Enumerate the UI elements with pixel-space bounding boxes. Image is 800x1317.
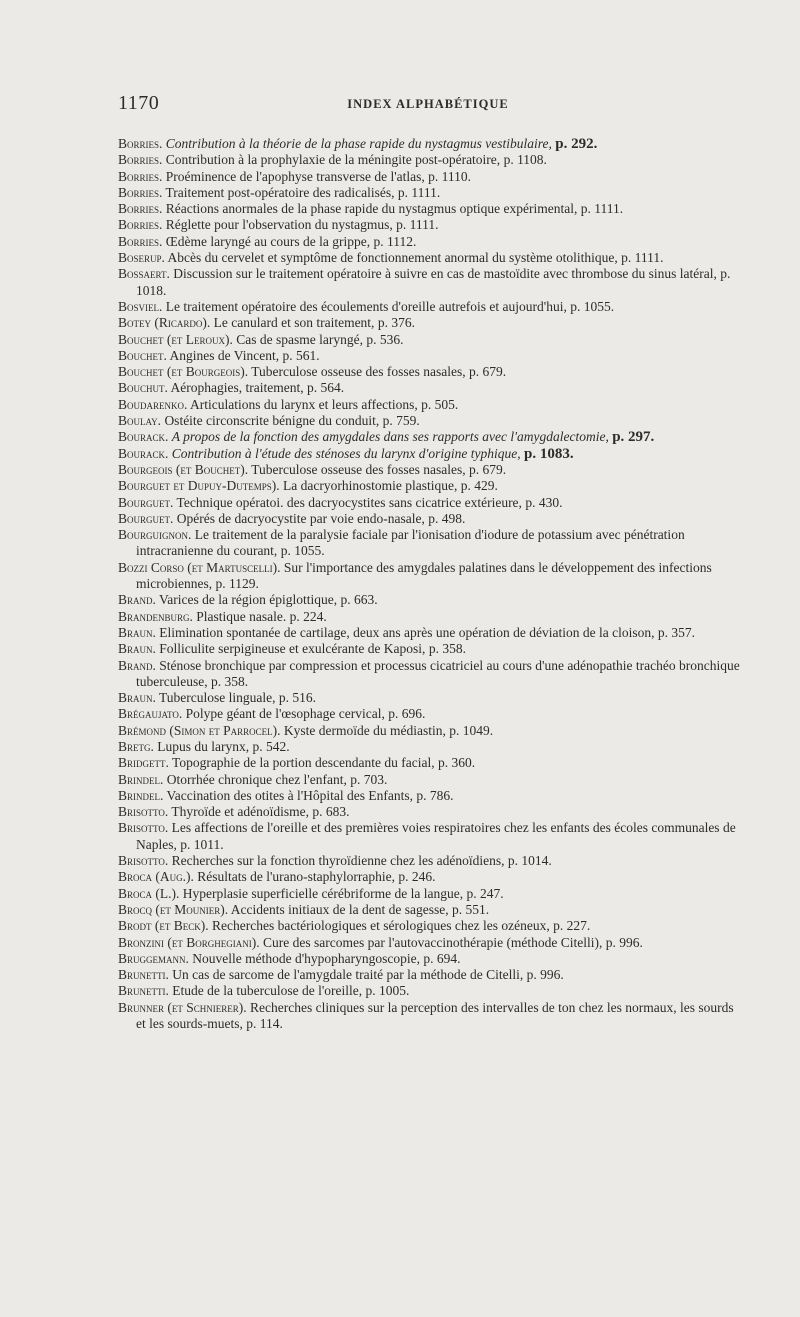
entry-author: Borries. xyxy=(118,168,163,184)
entry-title: Recherches bactériologiques et sérologiques chez les ozéneux, xyxy=(212,918,550,934)
index-entry xyxy=(118,201,742,217)
index-entry xyxy=(118,951,742,967)
entry-title: La dacryorhinostomie plastique, xyxy=(283,478,458,494)
entry-page-ref: p. 1083. xyxy=(524,445,574,462)
entry-author: Brunetti. xyxy=(118,983,169,999)
entry-author: Broca (Aug.). xyxy=(118,869,194,885)
entry-page-ref: p. 996. xyxy=(526,967,564,983)
index-entry xyxy=(118,853,742,869)
entry-author: Broca (L.). xyxy=(118,885,180,901)
index-entry xyxy=(118,625,742,641)
entry-title: Le canulard et son traitement, xyxy=(213,315,375,331)
entry-author: Brisotto. xyxy=(118,804,169,820)
index-entry xyxy=(118,136,742,152)
entry-page-ref: p. 551. xyxy=(451,901,490,917)
entry-title: Contribution à la théorie de la phase rapide du nystagmus vestibulaire, xyxy=(165,136,552,151)
page-number: 1170 xyxy=(118,92,160,114)
entry-title: Folliculite serpigineuse et exulcérante de Kaposi, xyxy=(159,641,426,657)
entry-title: Sténose bronchique par compression et processus cicatriciel au cours d'une adénopathie trachéo bronchique tuberculeuse, xyxy=(136,657,740,689)
entry-page-ref: p. 542. xyxy=(252,738,290,754)
index-entry xyxy=(118,804,742,820)
entry-page-ref: p. 694. xyxy=(423,950,461,966)
entry-page-ref: p. 1014. xyxy=(507,853,552,869)
entry-page-ref: p. 679. xyxy=(469,364,507,380)
index-entry xyxy=(118,690,742,706)
entry-title: Discussion sur le traitement opératoire à suivre en cas de mastoïdite avec thrombose du sinus latéral, xyxy=(173,266,717,282)
index-entry xyxy=(118,185,742,201)
entry-author: Bozzi Corso (et Martuscelli). xyxy=(118,559,281,575)
entry-author: Bosviel. xyxy=(118,298,163,314)
entry-title: Réglette pour l'observation du nystagmus, xyxy=(165,217,393,233)
entry-page-ref: p. 1110. xyxy=(428,168,472,184)
entry-author: Bouchut. xyxy=(118,380,168,396)
index-entry xyxy=(118,788,742,804)
entry-page-ref: p. 247. xyxy=(466,885,504,901)
entry-page-ref: p. 683. xyxy=(312,804,350,820)
entry-author: Bourgeois (et Bouchet). xyxy=(118,461,249,477)
entry-title: Traitement post-opératoire des radicalisés, xyxy=(165,184,395,200)
entry-page-ref: p. 1055. xyxy=(280,543,325,559)
entry-page-ref: p. 224. xyxy=(289,608,327,624)
entry-title: Otorrhée chronique chez l'enfant, xyxy=(166,771,347,787)
index-entry xyxy=(118,918,742,934)
index-entry xyxy=(118,332,742,348)
index-entry xyxy=(118,658,742,691)
entry-author: Bossaert. xyxy=(118,266,170,282)
entry-page-ref: p. 297. xyxy=(612,429,655,446)
entry-title: Etude de la tuberculose de l'oreille, xyxy=(172,983,363,999)
index-entry xyxy=(118,364,742,380)
index-entry xyxy=(118,348,742,364)
entry-author: Botey (Ricardo). xyxy=(118,315,211,331)
entry-page-ref: p. 1111. xyxy=(396,217,439,233)
entry-page-ref: p. 246. xyxy=(398,869,436,885)
entry-title: A propos de la fonction des amygdales dans ses rapports avec l'amygdalectomie, xyxy=(171,429,609,445)
entry-title: Thyroïde et adénoïdisme, xyxy=(171,804,309,820)
entry-author: Brand. xyxy=(118,592,156,608)
entry-page-ref: p. 358. xyxy=(210,673,249,689)
entry-title: Angines de Vincent, xyxy=(169,347,280,363)
entry-title: Réactions anormales de la phase rapide du nystagmus optique expérimental, xyxy=(165,201,578,217)
entry-author: Bouchet (et Bourgeois). xyxy=(118,364,249,380)
entry-title: Aérophagies, traitement, xyxy=(170,380,304,396)
entry-page-ref: p. 357. xyxy=(657,624,695,640)
entry-title: Vaccination des otites à l'Hôpital des Enfants, xyxy=(166,787,414,803)
entry-title: Technique opératoi. des dacryocystites sans cicatrice extérieure, xyxy=(176,494,522,510)
entry-author: Bruggemann. xyxy=(118,950,189,966)
index-entry xyxy=(118,820,742,853)
entry-author: Borries. xyxy=(118,152,163,168)
entry-page-ref: p. 1111. xyxy=(580,201,624,217)
entry-title: Ostéite circonscrite bénigne du conduit, xyxy=(164,413,380,429)
entry-page-ref: p. 1108. xyxy=(503,152,547,168)
entry-author: Brunetti. xyxy=(118,967,169,983)
entry-title: Recherches sur la fonction thyroïdienne chez les adénoïdiens, xyxy=(171,853,505,869)
index-entry xyxy=(118,397,742,413)
index-entry xyxy=(118,152,742,168)
entry-author: Brégaujato. xyxy=(118,706,183,722)
index-entry xyxy=(118,967,742,983)
entry-title: Abcès du cervelet et symptôme de fonctionnement anormal du système otolithique, xyxy=(167,250,618,266)
index-entry xyxy=(118,706,742,722)
entry-author: Bourack. xyxy=(118,445,169,461)
index-entry xyxy=(118,250,742,266)
index-entry xyxy=(118,609,742,625)
entry-author: Bourguignon. xyxy=(118,527,192,543)
index-entry xyxy=(118,315,742,331)
entry-title: Le traitement opératoire des écoulements d'oreille autrefois et aujourd'hui, xyxy=(165,298,567,314)
entry-page-ref: p. 360. xyxy=(437,755,476,771)
entry-author: Borries. xyxy=(118,217,163,233)
entry-author: Brindel. xyxy=(118,787,164,803)
entry-title: Plastique nasale. xyxy=(196,608,287,624)
index-entry xyxy=(118,886,742,902)
entry-title: Polype géant de l'œsophage cervical, xyxy=(185,706,385,722)
entry-page-ref: p. 430. xyxy=(525,494,563,510)
entry-title: Le traitement de la paralysie faciale par l'ionisation d'iodure de potassium avec pénétration intracranienne du courant, xyxy=(136,527,685,559)
entry-author: Bourack. xyxy=(118,429,169,445)
entry-author: Brisotto. xyxy=(118,820,169,836)
entry-title: Hyperplasie superficielle cérébriforme de la langue, xyxy=(182,885,464,901)
entry-title: Tuberculose osseuse des fosses nasales, xyxy=(251,364,466,380)
entry-page-ref: p. 1055. xyxy=(570,298,615,314)
index-entry xyxy=(118,217,742,233)
running-title: INDEX ALPHABÉTIQUE xyxy=(347,97,509,111)
entry-author: Borries. xyxy=(118,136,163,151)
entry-title: Résultats de l'urano-staphylorraphie, xyxy=(197,869,396,885)
entry-author: Borries. xyxy=(118,233,163,249)
entry-author: Brunner (et Schnierer). xyxy=(118,999,247,1015)
entry-author: Brandenburg. xyxy=(118,608,193,624)
index-entry xyxy=(118,739,742,755)
entry-title: Cure des sarcomes par l'autovaccinothérapie (méthode Citelli), xyxy=(262,934,603,950)
entry-title: Recherches cliniques sur la perception des intervalles de ton chez les normaux, les sourds et les sourds-muets, xyxy=(136,999,734,1032)
entry-author: Boulay. xyxy=(118,413,162,429)
entry-page-ref: p. 429. xyxy=(460,478,498,494)
entry-page-ref: p. 1049. xyxy=(449,722,494,738)
index-entry xyxy=(118,511,742,527)
entry-page-ref: p. 1111. xyxy=(621,250,664,266)
entry-author: Bretg. xyxy=(118,738,154,754)
entry-page-ref: p. 516. xyxy=(278,690,317,706)
index-entry xyxy=(118,1000,742,1033)
index-entry xyxy=(118,462,742,478)
entry-page-ref: p. 663. xyxy=(340,592,378,608)
entry-page-ref: p. 536. xyxy=(366,331,404,347)
entry-title: Un cas de sarcome de l'amygdale traité par la méthode de Citelli, xyxy=(172,967,524,983)
index-entry xyxy=(118,380,742,396)
index-entries xyxy=(118,136,742,1032)
entry-title: Accidents initiaux de la dent de sagesse, xyxy=(230,901,449,917)
entry-title: Œdème laryngé au cours de la grippe, xyxy=(165,233,371,249)
index-entry xyxy=(118,446,742,462)
entry-title: Proéminence de l'apophyse transverse de l'atlas, xyxy=(165,168,425,184)
entry-author: Bourguet. xyxy=(118,494,174,510)
index-entry xyxy=(118,234,742,250)
entry-page-ref: p. 114. xyxy=(246,1016,283,1032)
entry-author: Borries. xyxy=(118,184,163,200)
entry-author: Bouchet. xyxy=(118,347,167,363)
entry-page-ref: p. 561. xyxy=(282,347,320,363)
entry-author: Brindel. xyxy=(118,771,164,787)
entry-page-ref: p. 1005. xyxy=(365,983,410,999)
entry-author: Bridgett. xyxy=(118,755,169,771)
index-entry xyxy=(118,983,742,999)
entry-page-ref: p. 1018. xyxy=(136,266,731,298)
index-entry xyxy=(118,495,742,511)
entry-author: Braun. xyxy=(118,641,156,657)
entry-page-ref: p. 786. xyxy=(416,787,454,803)
entry-author: Bourguet. xyxy=(118,510,174,526)
entry-page-ref: p. 227. xyxy=(553,918,591,934)
entry-page-ref: p. 292. xyxy=(555,136,598,152)
entry-author: Boudarenko. xyxy=(118,396,188,412)
entry-author: Brisotto. xyxy=(118,853,169,869)
index-entry xyxy=(118,755,742,771)
entry-title: Topographie de la portion descendante du facial, xyxy=(172,755,435,771)
entry-title: Sur l'importance des amygdales palatines dans le développement des infections microbiennes, xyxy=(136,559,712,592)
index-entry xyxy=(118,935,742,951)
entry-page-ref: p. 759. xyxy=(382,413,420,429)
entry-author: Braun. xyxy=(118,624,156,640)
entry-page-ref: p. 498. xyxy=(428,510,466,526)
entry-page-ref: p. 679. xyxy=(469,461,507,477)
entry-title: Elimination spontanée de cartilage, deux ans après une opération de déviation de la cloison, xyxy=(159,624,655,640)
index-entry xyxy=(118,527,742,560)
index-entry xyxy=(118,478,742,494)
index-entry xyxy=(118,169,742,185)
entry-title: Cas de spasme laryngé, xyxy=(236,331,363,347)
index-entry xyxy=(118,429,742,445)
page-header xyxy=(118,92,738,122)
entry-title: Opérés de dacryocystite par voie endo-nasale, xyxy=(176,510,425,526)
index-entry xyxy=(118,772,742,788)
entry-author: Bouchet (et Leroux). xyxy=(118,331,233,347)
entry-title: Tuberculose linguale, xyxy=(159,690,276,706)
entry-author: Borries. xyxy=(118,201,163,217)
index-entry xyxy=(118,723,742,739)
entry-author: Bronzini (et Borghegiani). xyxy=(118,934,260,950)
entry-title: Contribution à la prophylaxie de la méningite post-opératoire, xyxy=(165,152,501,168)
index-entry xyxy=(118,641,742,657)
entry-title: Lupus du larynx, xyxy=(157,738,250,754)
entry-author: Braun. xyxy=(118,690,156,706)
entry-title: Kyste dermoïde du médiastin, xyxy=(283,722,446,738)
index-entry xyxy=(118,413,742,429)
entry-author: Brocq (et Mounier). xyxy=(118,901,229,917)
index-entry xyxy=(118,902,742,918)
entry-title: Varices de la région épiglottique, xyxy=(159,592,338,608)
entry-title: Les affections de l'oreille et des premières voies respiratoires chez les enfants des écoles communales de Naples, xyxy=(136,820,736,852)
entry-page-ref: p. 1129. xyxy=(215,576,259,592)
index-entry xyxy=(118,266,742,299)
entry-author: Brémond (Simon et Parrocel). xyxy=(118,722,281,738)
entry-page-ref: p. 505. xyxy=(421,396,459,412)
index-entry xyxy=(118,869,742,885)
entry-page-ref: p. 1111. xyxy=(397,184,441,200)
entry-page-ref: p. 696. xyxy=(388,706,426,722)
entry-page-ref: p. 703. xyxy=(350,771,388,787)
entry-author: Brodt (et Beck). xyxy=(118,918,209,934)
entry-title: Tuberculose osseuse des fosses nasales, xyxy=(251,461,466,477)
entry-author: Bourguet et Dupuy-Dutemps). xyxy=(118,478,280,494)
entry-page-ref: p. 376. xyxy=(377,315,415,331)
entry-page-ref: p. 358. xyxy=(428,641,466,657)
entry-page-ref: p. 1112. xyxy=(373,233,417,249)
entry-author: Brand. xyxy=(118,657,156,673)
index-entry xyxy=(118,299,742,315)
entry-title: Nouvelle méthode d'hypopharyngoscopie, xyxy=(192,950,421,966)
entry-page-ref: p. 1011. xyxy=(180,836,224,852)
entry-title: Articulations du larynx et leurs affections, xyxy=(190,396,418,412)
entry-title: Contribution à l'étude des sténoses du larynx d'origine typhique, xyxy=(171,445,521,461)
index-entry xyxy=(118,592,742,608)
entry-author: Boserup. xyxy=(118,250,165,266)
index-entry xyxy=(118,560,742,593)
entry-page-ref: p. 564. xyxy=(306,380,345,396)
entry-page-ref: p. 996. xyxy=(605,934,643,950)
